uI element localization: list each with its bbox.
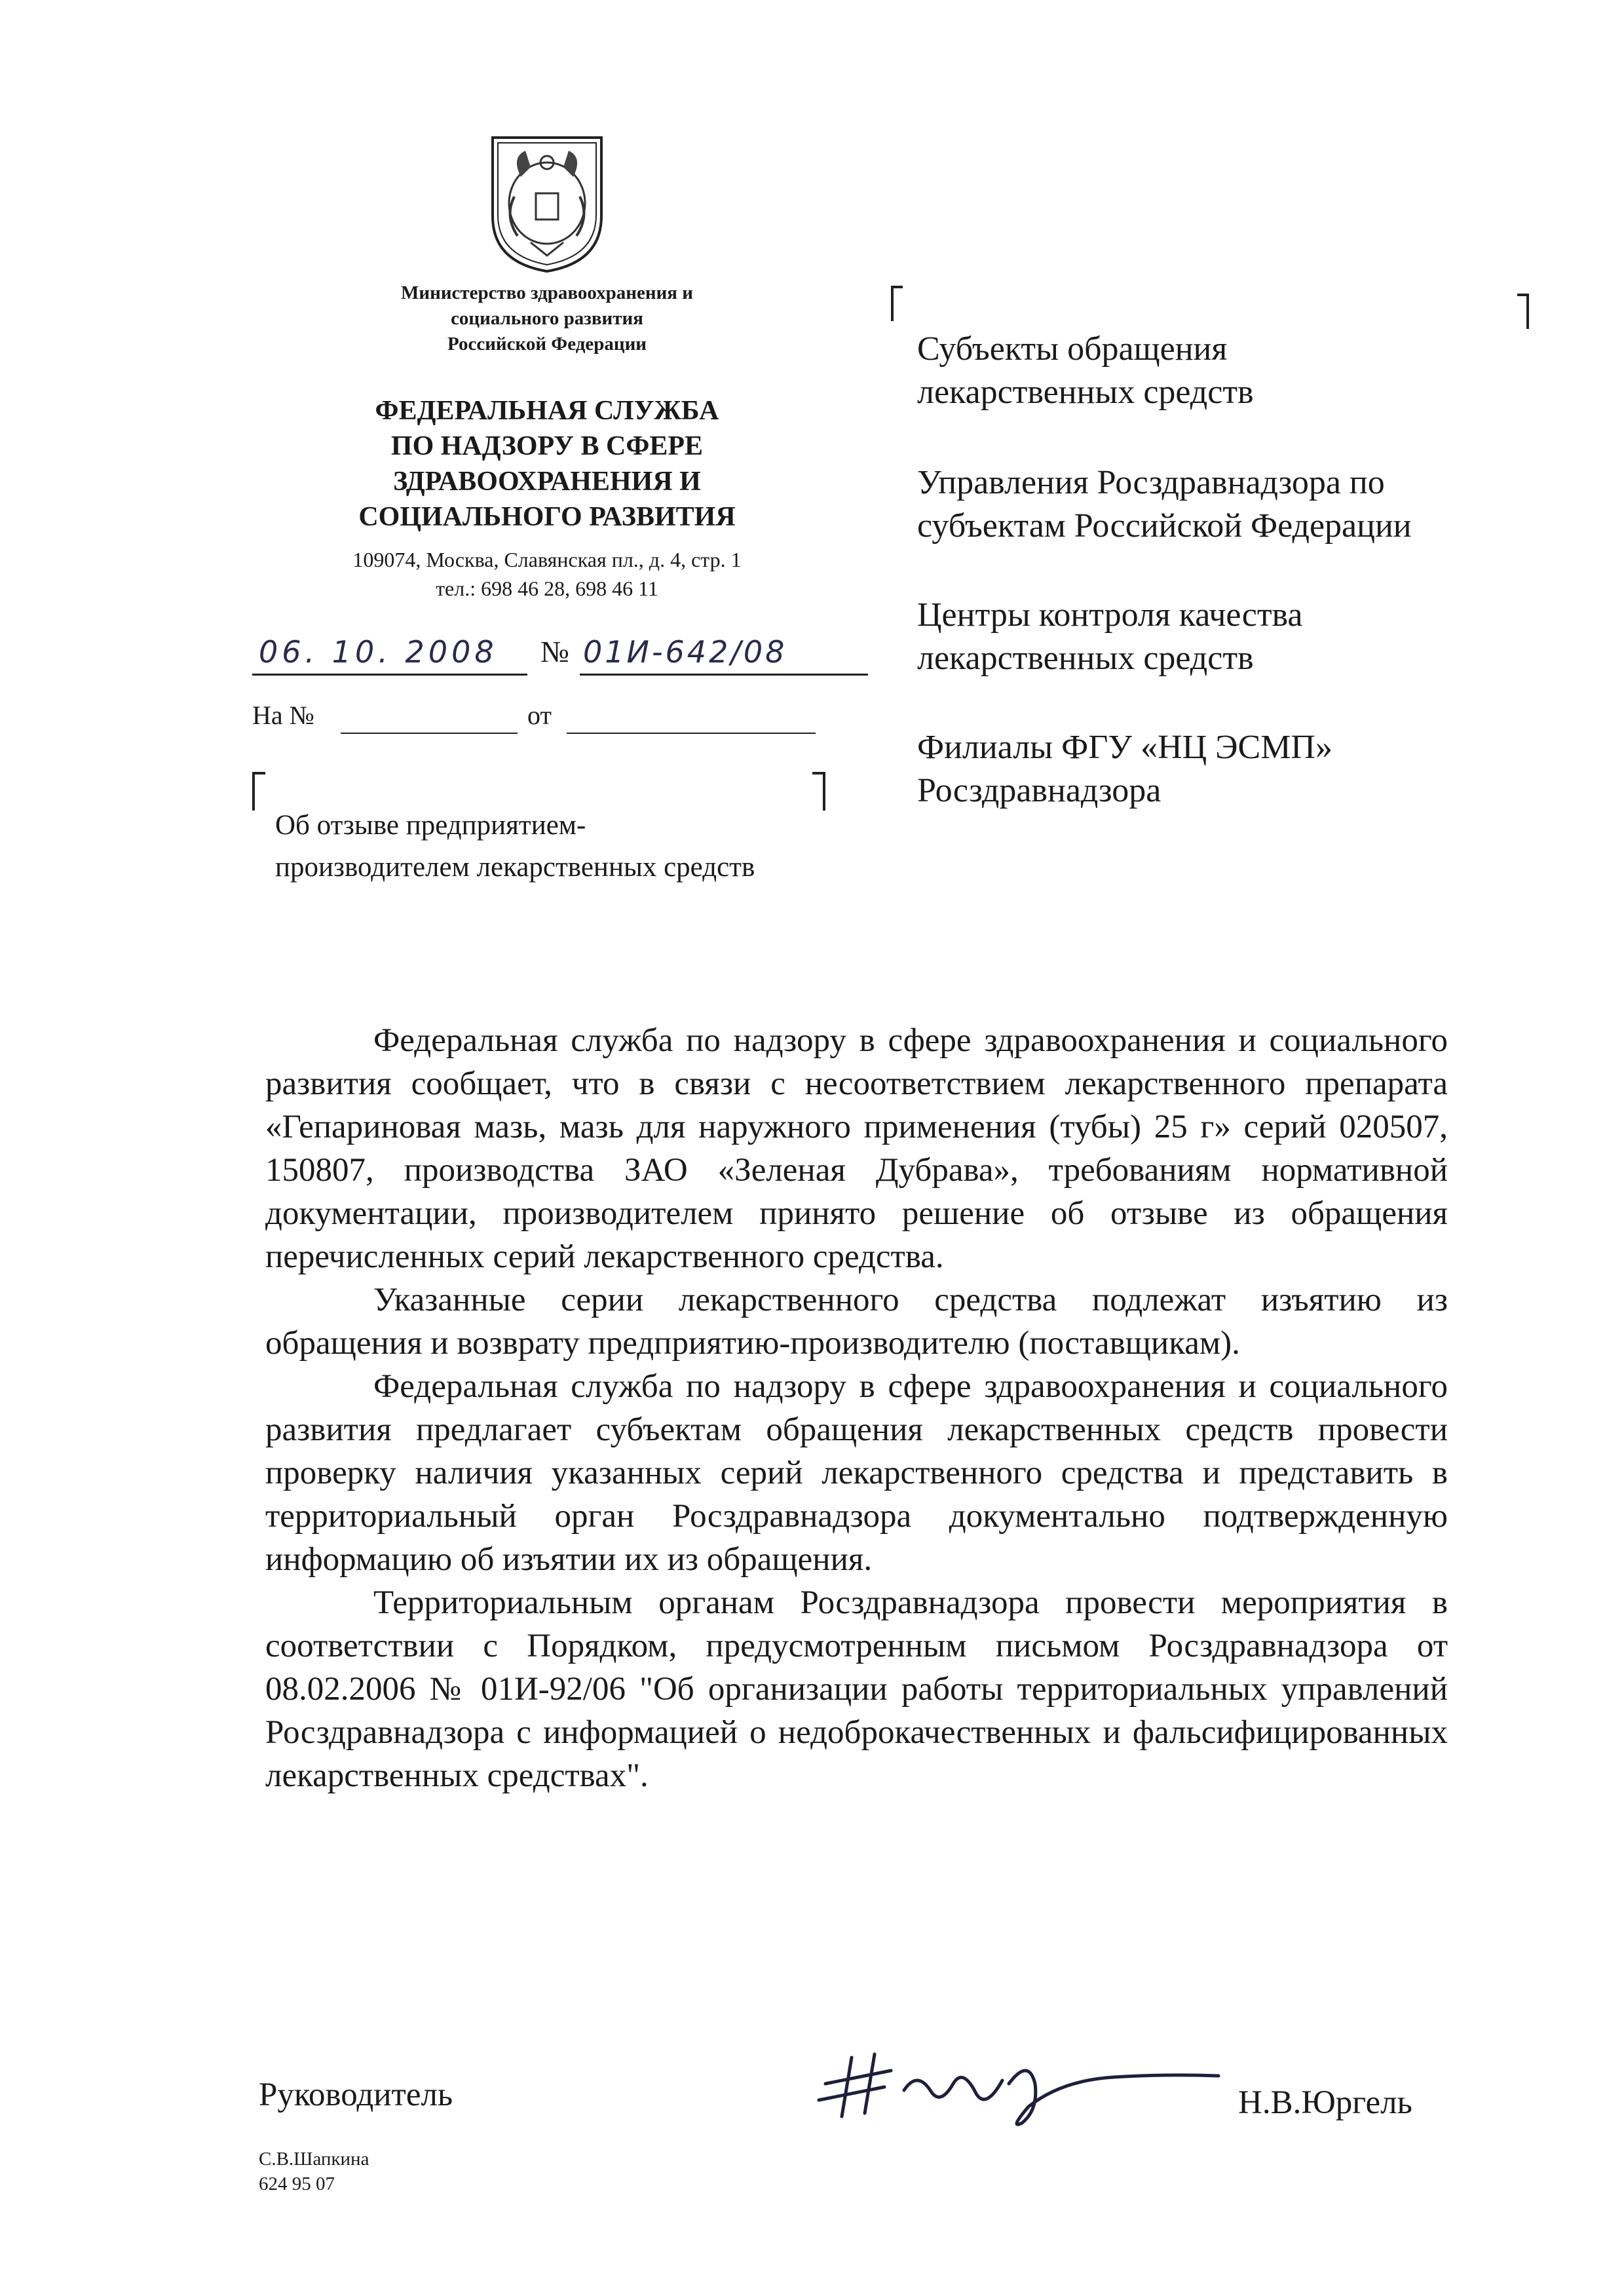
- executor-info: [259, 2147, 369, 2196]
- subject-line: производителем лекарственных средств: [275, 852, 755, 883]
- number-underline: [580, 674, 868, 676]
- recipient-line: Управления Росздравнадзора по: [917, 464, 1385, 501]
- reference-label: На №: [252, 700, 314, 730]
- date-underline: [252, 674, 527, 676]
- letter-body: [265, 1019, 1448, 1797]
- recipient-line: Филиалы ФГУ «НЦ ЭСМП»: [917, 729, 1332, 766]
- registration-line: [252, 629, 881, 681]
- recipient-block: [917, 461, 1507, 548]
- service-name: [282, 393, 812, 535]
- service-line: ЗДРАВООХРАНЕНИЯ И: [393, 467, 701, 497]
- registration-number: 01И-642/08: [583, 634, 787, 670]
- body-paragraph: Указанные серии лекарственного средства подлежат изъятию из обращения и возврату предприятию-производителю (поставщикам).: [265, 1282, 1448, 1362]
- subject-bracket-left: [252, 772, 265, 811]
- reference-from-label: от: [527, 700, 552, 730]
- body-paragraph: Федеральная служба по надзору в сфере здравоохранения и социального развития сообщает, что в связи с несоответствием лекарственного препарата «Гепариновая мазь, мазь для наружного применения (тубы) 25 г» серий 020507, 150807, производства ЗАО «Зеленая Дубрава», требованиям нормативной документации, производителем принято решение об отзыве из обращения перечисленных серий лекарственного средства.: [265, 1022, 1448, 1275]
- recipient-block: [917, 594, 1507, 680]
- ministry-name: [301, 280, 793, 357]
- signatory-title: Руководитель: [259, 2076, 453, 2113]
- number-sign: №: [540, 635, 569, 668]
- recipient-line: Росздравнадзора: [917, 772, 1161, 809]
- registration-date: 06. 10. 2008: [259, 634, 498, 670]
- executor-phone: 624 95 07: [259, 2173, 335, 2194]
- recipient-bracket-left: [891, 286, 903, 321]
- address-line: 109074, Москва, Славянская пл., д. 4, стр. 1: [352, 548, 742, 571]
- recipient-line: Центры контроля качества: [917, 596, 1303, 634]
- signatory-name: Н.В.Юргель: [1238, 2084, 1412, 2121]
- executor-name: С.В.Шапкина: [259, 2149, 369, 2170]
- reference-number-underline: [341, 733, 518, 734]
- coat-of-arms-emblem-icon: [485, 131, 609, 275]
- recipient-line: субъектам Российской Федерации: [917, 507, 1412, 545]
- service-line: ПО НАДЗОРУ В СФЕРЕ: [390, 431, 704, 461]
- body-paragraph: Федеральная служба по надзору в сфере здравоохранения и социального развития предлагает субъектам обращения лекарственных средств провести проверку наличия указанных серий лекарственного средства и представить в территориальный орган Росздравнадзора документально подтвержденную информацию об изъятии их из обращения.: [265, 1368, 1448, 1578]
- recipient-line: Субъекты обращения: [917, 330, 1228, 368]
- reference-date-underline: [567, 733, 816, 734]
- service-line: СОЦИАЛЬНОГО РАЗВИТИЯ: [358, 502, 736, 532]
- ministry-line: Министерство здравоохранения и: [401, 282, 693, 303]
- handwritten-signature-icon: [812, 2044, 1232, 2130]
- service-line: ФЕДЕРАЛЬНАЯ СЛУЖБА: [375, 396, 719, 426]
- reference-line: [252, 700, 842, 739]
- recipient-line: лекарственных средств: [917, 640, 1254, 677]
- subject-line: Об отзыве предприятием-: [275, 810, 586, 841]
- recipient-line: лекарственных средств: [917, 373, 1254, 411]
- ministry-line: Российской Федерации: [447, 334, 647, 354]
- recipient-block: [917, 726, 1507, 813]
- sender-address: [282, 545, 812, 603]
- recipient-bracket-right: [1517, 294, 1529, 329]
- letter-subject: [275, 805, 865, 889]
- ministry-line: социального развития: [451, 308, 643, 329]
- phone-line: тел.: 698 46 28, 698 46 11: [436, 577, 658, 600]
- body-paragraph: Территориальным органам Росздравнадзора провести мероприятия в соответствии с Порядком, предусмотренным письмом Росздравнадзора от 08.02.2006 № 01И-92/06 "Об организации работы территориальных управлений Росздравнадзора с информацией о недоброкачественных и фальсифицированных лекарственных средствах".: [265, 1584, 1448, 1794]
- recipient-block: [917, 328, 1507, 414]
